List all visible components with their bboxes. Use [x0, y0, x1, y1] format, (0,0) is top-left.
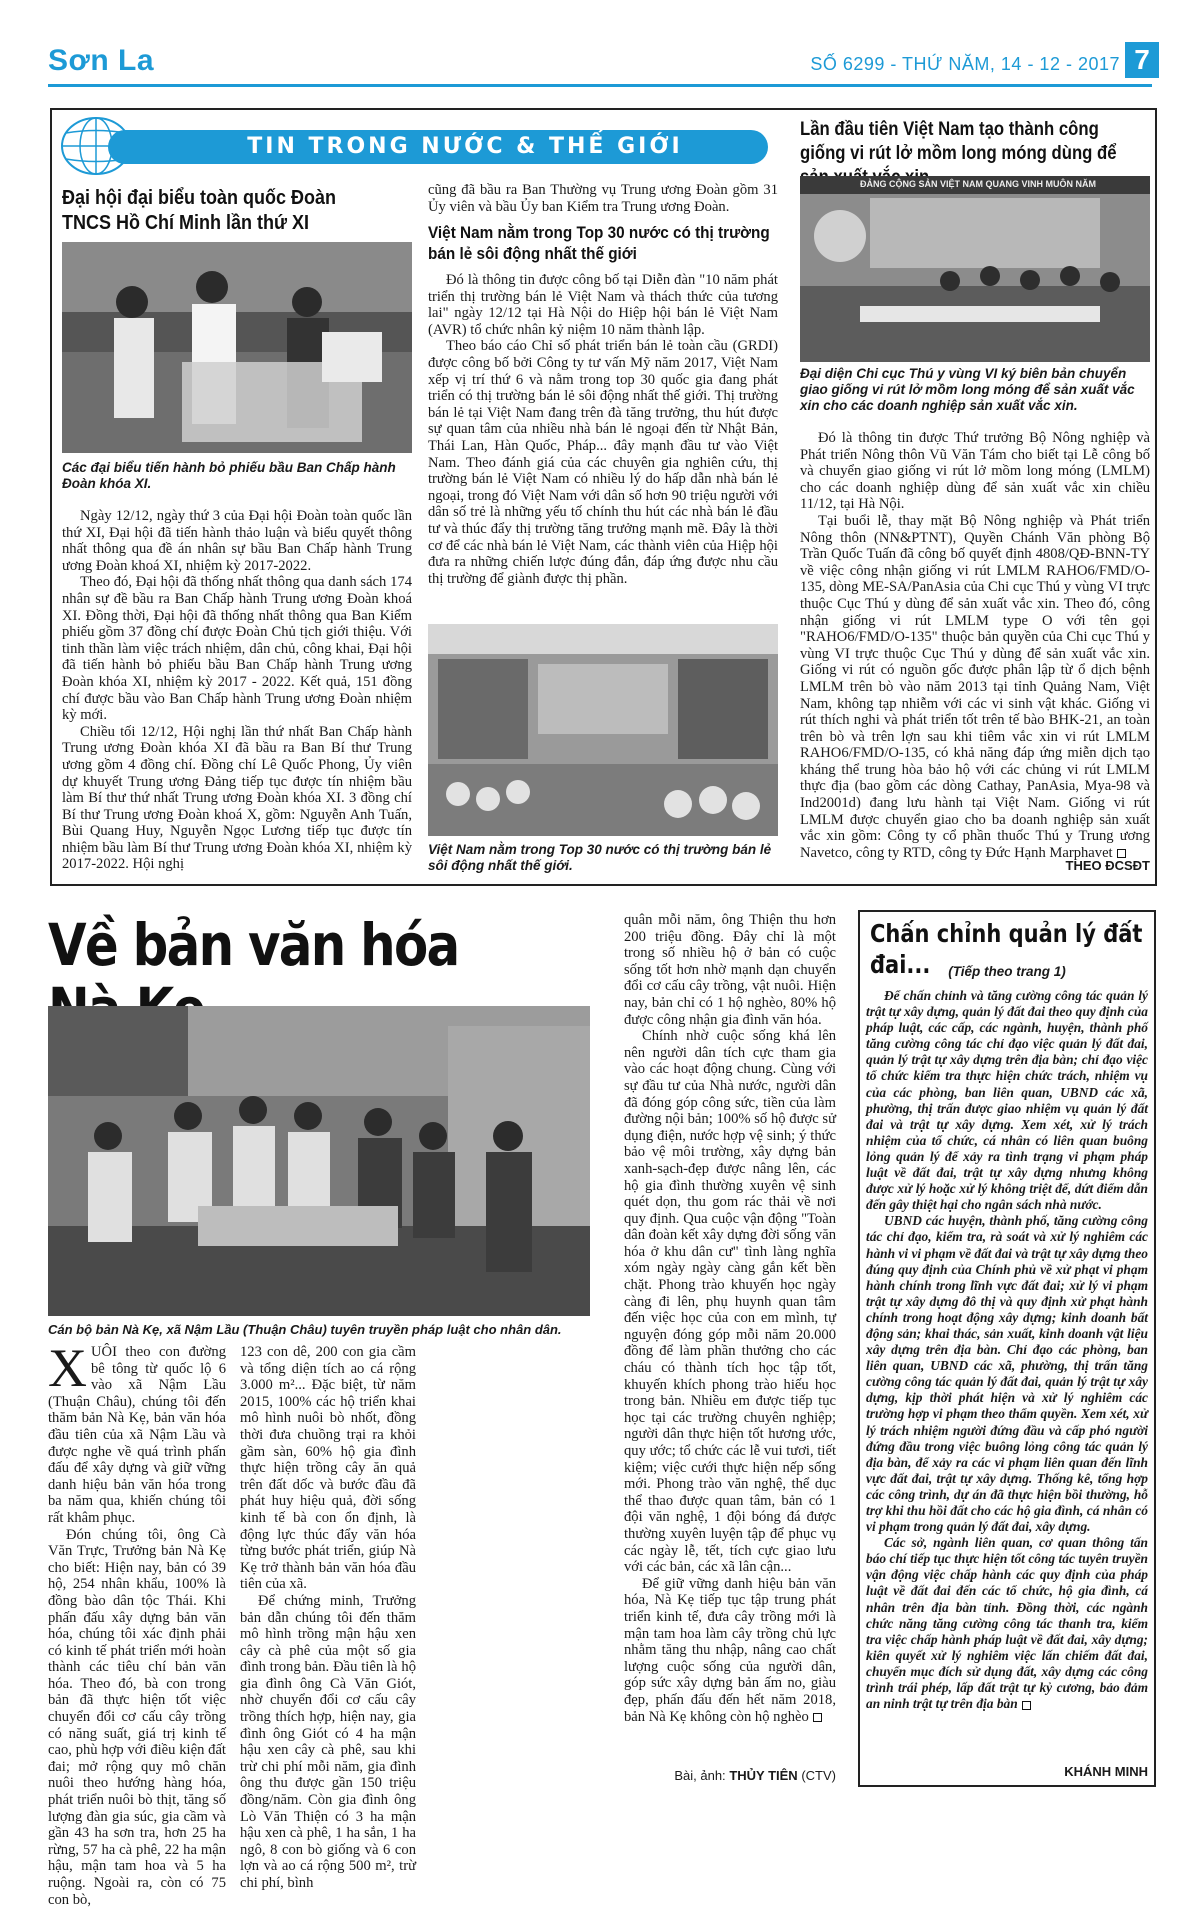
- end-mark-icon: [1117, 849, 1126, 858]
- feature-byline: [620, 1768, 836, 1783]
- page-number: 7: [1125, 42, 1159, 78]
- article3-body: [800, 430, 1150, 861]
- byline-prefix: Bài, ảnh:: [674, 1768, 726, 1783]
- sidebar-paragraph: [866, 1535, 1148, 1712]
- article1-paragraph: Ngày 12/12, ngày thứ 3 của Đại hội Đoàn toàn quốc lần thứ XI, Đại hội đã tiến hành thảo luận và biểu quyết thông nhất thông qua đề án nhân sự bầu Ban Chấp hành Trung ương Đoàn khoá XI, nhiệm kỳ 2017-2022.: [62, 508, 412, 574]
- article1-photo: [62, 242, 412, 453]
- photo-banner-text: ĐẢNG CỘNG SẢN VIỆT NAM QUANG VINH MUÔN NĂM: [860, 179, 1096, 189]
- article3-photo: [800, 176, 1150, 362]
- election-photo-image: [62, 242, 412, 453]
- sidebar-credit: KHÁNH MINH: [1064, 1764, 1148, 1779]
- sidebar-paragraph: Để chấn chỉnh và tăng cường công tác quản lý trật tự xây dựng, quản lý đất đai theo quy định của pháp luật, các cấp, các ngành, huyện, thành phố tăng cường công tác chỉ đạo việc quản lý đất đai, quản lý trật tự xây dựng trên địa bàn; chỉ đạo việc tổ chức kiểm tra thực hiện chức trách, nhiệm vụ của các phòng, ban liên quan, UBND các xã, phường, thị trấn được giao nhiệm vụ quản lý đất đai và trật tự xây dựng. Xem xét, xử lý trách nhiệm của tổ chức, cá nhân có liên quan buông lỏng quản lý để xảy ra tình trạng vi phạm pháp luật về đất đai, trật tự xây dựng nhưng không được xử lý hoặc xử lý không triệt để, dứt điểm dẫn đến gây thiệt hại cho ngân sách nhà nước.: [866, 988, 1148, 1213]
- article1-continuation: [428, 182, 778, 215]
- article3-title: Lần đầu tiên Việt Nam tạo thành công giống vi rút lở mồm long móng dùng để: [800, 119, 1117, 164]
- article3-paragraph: [800, 513, 1150, 861]
- section-name: Sơn La: [48, 44, 155, 77]
- sidebar-continued: (Tiếp theo trang 1): [948, 964, 1066, 979]
- masthead-rule: [48, 84, 1152, 87]
- issue-info: SỐ 6299 - THỨ NĂM, 14 - 12 - 2017: [810, 54, 1120, 74]
- article2-title: Việt Nam nằm trong Top 30 nước có thị trường bán lẻ sôi động nhất thế giới: [428, 223, 770, 264]
- sidebar-title: Chấn chỉnh quản lý đất đai...: [870, 919, 1143, 980]
- feature-column-1: [48, 1338, 226, 1908]
- end-mark-icon: [1022, 1701, 1031, 1710]
- feature-column-3: [624, 912, 836, 1725]
- sidebar-paragraph: UBND các huyện, thành phố, tăng cường công tác chỉ đạo, kiểm tra, rà soát và xử lý nghiêm các hành vi vi phạm về đất đai và trật tự xây dựng theo đúng quy định của Chính phủ về xử phạt vi phạm hành chính trong lĩnh vực đất đai; xử lý vi phạm trật tự xây dựng đô thị và quy định xử phạt hành chính trong hoạt động xây dựng; kinh doanh bất động sản; khai thác, sản xuất, kinh doanh vật liệu xây dựng trên địa bàn. Chỉ đạo các phòng, ban liên quan, UBND các xã, phường, thị trấn tăng cường công tác quản lý đất đai, quản lý trật tự xây dựng, kịp thời phát hiện và xử lý nghiêm các trường hợp vi phạm theo thẩm quyền. Xem xét, xử lý trách nhiệm người đứng đầu và cấp phó người đứng đầu trong việc buông lỏng công tác quản lý địa bàn, để xảy ra các vi phạm liên quan đến lĩnh vực đất đai, trật tự xây dựng. Thống kê, tổng hợp các công trình, dự án đã thực hiện bồi thường, hỗ trợ khi thu hồi đất cho các hộ gia đình, cá nhân có vi phạm trong quản lý đất đai, xây dựng.: [866, 1213, 1148, 1535]
- feature-paragraph: [624, 1576, 836, 1725]
- feature-paragraph: 123 con dê, 200 con gia cầm và tổng diện tích ao cá rộng 3.000 m²... Đặc biệt, từ năm 2015, 100% các hộ triển khai mô hình nuôi bò nhốt, đồng thời đưa chuồng trại ra khỏi gầm sàn, 60% hộ gia đình thực hiện trồng cây ăn quả trên đất dốc và bước đầu đã phát huy hiệu quả, đời sống kinh tế bà con ổn định, là động lực thúc đẩy văn hóa từng bước phát triển, giúp Nà Kẹ trở thành bản văn hóa đầu tiên của xã.: [240, 1344, 416, 1593]
- article2-caption: Việt Nam nằm trong Top 30 nước có thị trường bán lẻ sôi động nhất thế giới.: [428, 842, 772, 873]
- dropcap: X: [48, 1338, 87, 1398]
- article1-continuation-text: cũng đã bầu ra Ban Thường vụ Trung ương Đoàn gồm 31 Ủy viên và bầu Ủy ban Kiểm tra Trung ương Đoàn.: [428, 182, 778, 215]
- feature-caption: Cán bộ bản Nà Kẹ, xã Nậm Lầu (Thuận Châu) tuyên truyền pháp luật cho nhân dân.: [48, 1322, 562, 1337]
- article2-body: [428, 272, 778, 587]
- article3-paragraph-text: Tại buổi lễ, thay mặt Bộ Nông nghiệp và Phát triển Nông thôn (NN&PTNT), Quyền Chánh Văn phòng Bộ Trần Quốc Tuấn đã công bố quyết định 4808/QĐ-BNN-TY về việc công nhận giống vi rút LMLM RAHO6/FMD/O-135, dòng ME-SA/PanAsia của Chi cục Thú y vùng VI trực thuộc Cục Thú y dùng để sản xuất vắc xin. Theo đó, công nhận giống vi rút LMLM type O với tên gọi "RAHO6/FMD/O-135" thuộc bản quyền của Chi cục Thú y vùng VI trực thuộc Cục Thú y dùng để sản xuất vắc xin. Giống vi rút có nguồn gốc được phân lập từ ổ dịch bệnh LMLM trên bò vào năm 2013 tại tỉnh Quảng Nam, Việt Nam, không tạp nhiễm với các vi sinh vật khác. Giống vi rút thích nghi và phát triển tốt trên tế bào BHK-21, an toàn trên bò và trên lợn sau khi tiêm vắc xin vi rút LMLM RAHO6/FMD/O-135, có khả năng đáp ứng miễn dịch tạo kháng thể trung hòa bảo hộ với các chủng vi rút LMLM thực địa (bao gồm các dòng Cathay, PanAsia, Mya-98 và Ind2001d) đang lưu hành tại Việt Nam. Giống vi rút LMLM được chuyển giao cho ba doanh nghiệp sản xuất vắc xin gồm: Công ty cổ phần thuốc Thú y Trung ương Navetco, công ty RTD, công ty Đức Hạnh Marphavet: [800, 512, 1150, 861]
- article3-credit: THEO ĐCSĐT: [1065, 858, 1150, 873]
- feature-column-2: [240, 1344, 416, 1892]
- feature-paragraph: Chính nhờ cuộc sống khá lên nên người dân tích cực tham gia vào các hoạt động chung. Cùng với sự đầu tư của Nhà nước, người dân đã đóng góp công sức, tiền của làm đường nội bản; 100% số hộ được sử dụng điện, nước hợp vệ sinh; ý thức bảo vệ môi trường, xây dựng bản xanh-sạch-đẹp được nâng lên, các hộ gia đình thường xuyên vệ sinh quét dọn, thu gom rác thải về nơi quy định. Qua cuộc vận động "Toàn dân đoàn kết xây dựng đời sống văn hóa ở khu dân cư" tình làng nghĩa xóm ngày ngày càng gắn kết bền chặt. Phong trào khuyến học ngày càng đi lên, phụ huynh quan tâm đến việc học của con em mình, tự nguyện đóng góp mỗi năm 20.000 đồng để làm phần thưởng cho các cháu có thành tích học tập tốt, khuyến khích phong trào hiếu học trong bản. Nhiều em được tiếp tục học tại các trường chuyên nghiệp; người dân thực hiện tốt hương ước, quy ước; tổ chức các lễ vui tươi, tiết kiệm; việc cưới thực hiện nếp sống mới. Phong trào văn nghệ, thể dục thể thao được quan tâm, bản có 1 đội văn nghệ, 1 đội bóng đá được thường xuyên luyện tập để phục vụ các ngày lễ, tết, tích cực giao lưu với các bản, các xã lân cận...: [624, 1028, 836, 1576]
- feature-title: Về bản văn hóa: [48, 911, 459, 979]
- sidebar-paragraph-text: Các sở, ngành liên quan, cơ quan thông tấn báo chí tiếp tục thực hiện tốt công tác tuyên truyền vận động việc chấp hành các quy định của pháp luật về đất đai đến các tổ chức, hộ gia đình, cá nhân trên địa bàn tỉnh. Đồng thời, các ngành chức năng tăng cường công tác thanh tra, kiểm tra việc chấp hành pháp luật về đất đai, xây dựng; kiên quyết xử lý nghiêm việc lấn chiếm đất đai, chuyển mục đích sử dụng đất, xây dựng các công trình trái phép, lấp đất trật tự kỷ cương, bảo đảm an ninh trật tự trên địa bàn: [866, 1535, 1148, 1712]
- ceremony-photo-image: [800, 176, 1150, 362]
- feature-photo: [48, 1006, 590, 1316]
- feature-paragraph: quân mỗi năm, ông Thiện thu hơn 200 triệu đồng. Đây chỉ là một trong số nhiều hộ ở bản có cuộc sống tốt hơn nhờ mạnh dạn chuyển đổi cơ cấu cây trồng, vật nuôi. Hiện nay, bản chỉ có 1 hộ nghèo, 80% hộ được công nhận gia đình văn hóa.: [624, 912, 836, 1028]
- article2-paragraph: Đó là thông tin được công bố tại Diễn đàn "10 năm phát triển thị trường bán lẻ Việt Nam và thách thức của tương lai" ngày 12/12 tại Hà Nội do Hiệp hội bán lẻ Việt Nam (AVR) tổ chức nhân kỷ niệm 10 năm thành lập.: [428, 272, 778, 338]
- article3-paragraph: Đó là thông tin được Thứ trưởng Bộ Nông nghiệp và Phát triển Nông thôn Vũ Văn Tám cho biết tại Lễ công bố và chuyển giao giống vi rút lở mồm long móng (LMLM) cho các doanh nghiệp dùng để sản xuất vắc xin chiều 11/12, tại Hà Nội.: [800, 430, 1150, 513]
- supermarket-photo-image: [428, 624, 778, 836]
- article1-paragraph: Theo đó, Đại hội đã thống nhất thông qua danh sách 174 nhân sự đề bầu ra Ban Chấp hành Trung ương Đoàn khoá XI. Đồng thời, Đại hội đã thống nhất thông qua Ban Kiểm phiếu gồm 37 đồng chí được Đoàn Chủ tịch giới thiệu. Với tinh thần làm việc trách nhiệm, dân chủ, công khai, Đại hội đã tiến hành bỏ phiếu bầu Ban Chấp hành Trung ương Đoàn khóa XI, nhiệm kỳ 2017 - 2022. Kết quả, 151 đồng chí được bầu vào Ban Chấp hành Trung ương Đoàn nhiệm kỳ mới.: [62, 574, 412, 724]
- byline-name: THỦY TIÊN: [729, 1768, 798, 1783]
- article1-paragraph: Chiều tối 12/12, Hội nghị lần thứ nhất Ban Chấp hành Trung ương Đoàn khóa XI đã bầu ra Ban Bí thư Trung ương gồm 4 đồng chí. Đồng chí Lê Quốc Phong, Ủy viên dự khuyết Trung ương Đảng tiếp tục được tín nhiệm bầu làm Bí thư thứ nhất Trung ương Đoàn khóa XI. 3 đồng chí Bí thư Trung ương Đoàn khoá X, gồm: Nguyễn Anh Tuấn, Bùi Quang Huy, Nguyễn Ngọc Lương tiếp tục được tín nhiệm bầu làm Bí thư Trung ương Đoàn khóa XI, nhiệm kỳ 2017-2022. Hội nghị: [62, 723, 412, 873]
- article1-body: [62, 508, 412, 873]
- article1-caption: Các đại biểu tiến hành bỏ phiếu bầu Ban Chấp hành Đoàn khóa XI.: [62, 460, 396, 491]
- article2-photo: [428, 624, 778, 836]
- village-meeting-photo-image: [48, 1006, 590, 1316]
- feature-paragraph: Đón chúng tôi, ông Cà Văn Trực, Trưởng bản Nà Kẹ cho biết: Hiện nay, bản có 39 hộ, 254 nhân khẩu, 100% là đồng bào dân tộc Thái. Khi phấn đấu xây dựng bản văn hóa, chúng tôi xác định phải có kinh tế phát triển mới hoàn thành các tiêu chí bản văn hóa. Theo đó, bà con trong bản đã thực hiện tốt việc chuyển đổi cơ cấu cây trồng có năng suất, giá trị kinh tế cao, phù hợp với điều kiện đất đai; mở rộng quy mô chăn nuôi theo hướng hàng hóa, phát triển nuôi bò thịt, tăng số lượng đàn gia súc, gia cầm và gần 43 ha sơn tra, hơn 25 ha rừng, 57 ha cà phê, 22 ha mận hậu, mận tam hoa và 5 ha ruộng. Ngoài ra, còn có 75 con bò,: [48, 1526, 226, 1908]
- feature-paragraph: UÔI theo con đường bê tông từ quốc lộ 6 vào xã Nậm Lầu (Thuận Châu), chúng tôi đến thăm bản Nà Kẹ, bản văn hóa đầu tiên của xã Nậm Lầu và được nghe về quá trình phấn đấu để xây dựng và giữ vững danh hiệu bản văn hóa trong ba năm qua, khiến chúng tôi rất khâm phục.: [48, 1344, 226, 1526]
- feature-paragraph: Để chứng minh, Trưởng bản dẫn chúng tôi đến thăm mô hình trồng mận hậu xen cây cà phê của một số gia đình trong bản. Đầu tiên là hộ gia đình ông Cà Văn Giót, nhờ chuyển đổi cơ cấu cây trồng thích hợp, hiện nay, gia đình ông Giót có 4 ha mận hậu xen cây cà phê, sau khi trừ chi phí mỗi năm, gia đình ông thu được gần 150 triệu đồng/năm. Còn gia đình ông Lò Văn Thiện có 3 ha mận hậu xen cà phê, 1 ha sắn, 1 ha ngô, 8 con bò giống và 6 con lợn và ao cá rộng 500 m², trừ chi phí, bình: [240, 1592, 416, 1891]
- feature-paragraph-text: Để giữ vững danh hiệu bản văn hóa, Nà Kẹ tiếp tục tập trung phát triển kinh tế, đưa cây trồng mới là mận tam hoa làm cây trồng chủ lực nhằm tăng thu nhập, nâng cao chất lượng cuộc sống của người dân, góp sức xây dựng bản ấm no, giàu đẹp, phấn đấu đến hết năm 2018, bản Nà Kẹ không còn hộ nghèo: [624, 1575, 836, 1725]
- article2-paragraph: Theo báo cáo Chỉ số phát triển bán lẻ toàn cầu (GRDI) được công bố bởi Công ty tư vấn Mỹ năm 2017, Việt Nam xếp vị trí thứ 6 và nằm trong top 30 quốc gia đang phát triển có thị trường bán lẻ sôi động nhất thế giới. Thị trường bán lẻ tại Việt Nam đang trên đà tăng trưởng, thu hút được sự quan tâm của nhiều nhà bán lẻ ngoại đến từ Nhật Bản, Thái Lan, Hàn Quốc, Pháp... đây mạnh đầu tư vào Việt Nam. Theo đánh giá của các chuyên gia nghiên cứu, thị trường bán lẻ Việt Nam có nhiều lý do hấp dẫn nhà bán lẻ ngoại, trong đó Việt Nam với dân số hơn 90 triệu người với dân số trẻ là những yếu tố chính thu hút các nhà bán lẻ đầu tư và thúc đẩy thị trường tăng trưởng mạnh mẽ. Đây là thời cơ để các nhà bán lẻ Việt Nam, các thành viên của Hiệp hội đưa ra những chiến lược đúng đắn, đáp ứng được nhu cầu thị trường để giành được thị phần.: [428, 338, 778, 587]
- article1-title: Đại hội đại biểu toàn quốc Đoàn TNCS Hồ Chí Minh lần thứ XI: [62, 187, 337, 234]
- byline-suffix: (CTV): [801, 1768, 836, 1783]
- article3-caption: Đại diện Chi cục Thú y vùng VI ký biên bản chuyển giao giống vi rút lở mồm long móng để sản xuất vắc xin cho các doanh nghiệp sản xuất vắc xin.: [800, 366, 1135, 413]
- sidebar-body: [866, 988, 1148, 1712]
- end-mark-icon: [813, 1713, 822, 1722]
- banner-title: TIN TRONG NƯỚC & THẾ GIỚI: [247, 134, 683, 159]
